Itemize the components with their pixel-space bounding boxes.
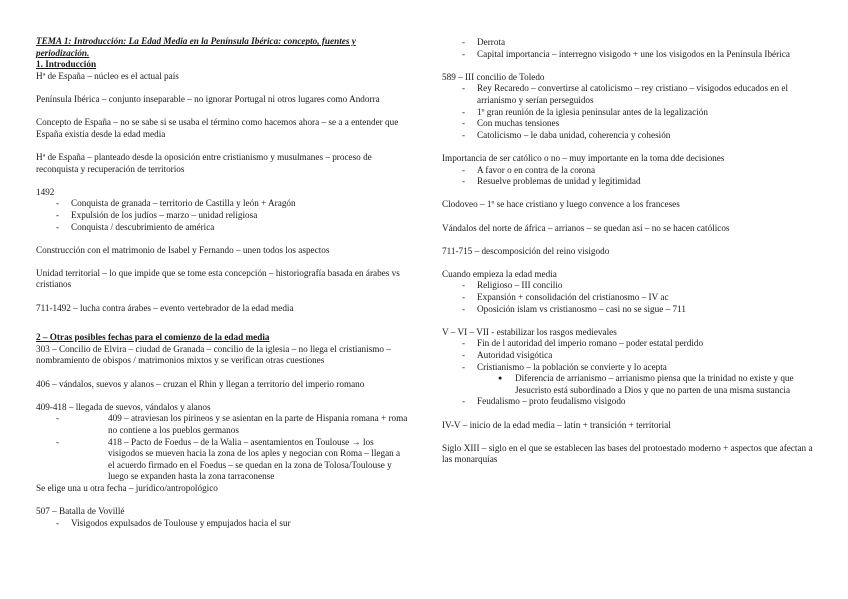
list-1492: [36, 198, 408, 233]
list-item: - Expansión + consolidación del cristianosmo – IV ac: [442, 292, 814, 304]
left-column: [36, 36, 408, 529]
list-item: - 409 – atraviesan los pirineos y se asientan en la parte de Hispania romana + roma no contiene a los pueblos germanos: [36, 413, 408, 436]
paragraph: Construcción con el matrimonio de Isabel y Fernando – unen todos los aspectos: [36, 244, 330, 255]
paragraph: Hª de España – planteado desde la oposición entre cristianismo y musulmanes – proceso de reconquista y recuperación de territorios: [36, 151, 372, 174]
paragraph: Cuando empieza la edad media: [442, 268, 557, 279]
list-item: - Conquista de granada – territorio de Castilla y león + Aragón: [36, 198, 408, 210]
list-top: [442, 37, 814, 60]
list-item: - Oposición islam vs cristianosmo – casi no se sigue – 711: [442, 304, 814, 316]
list-item: - Feudalismo – proto feudalismo visigodo: [442, 396, 814, 408]
paragraph: Clodoveo – 1º se hace cristiano y luego convence a los franceses: [442, 199, 680, 210]
list-item: - Rey Recaredo – convertirse al catolicismo – rey cristiano – visigodos educados en el arrianismo y serían perseguidos: [442, 83, 814, 106]
section-1-heading: 1. Introducción: [36, 59, 97, 70]
right-column: [442, 37, 814, 466]
section-2-heading: 2 – Otras posibles fechas para el comienzo de la edad media: [36, 332, 270, 343]
list-item: - Con muchas tensiones: [442, 118, 814, 130]
paragraph: 507 – Batalla de Vovillé: [36, 506, 125, 517]
list-vvi: [442, 338, 814, 408]
paragraph: V – VI – VII - estabilizar los rasgos medievales: [442, 326, 617, 337]
list-item: - Expulsión de los judíos – marzo – unidad religiosa: [36, 210, 408, 222]
paragraph: 409-418 – llegada de suevos, vándalos y alanos: [36, 401, 211, 412]
paragraph: 711-1492 – lucha contra árabes – evento vertebrador de la edad media: [36, 302, 294, 313]
paragraph: IV-V – inicio de la edad media – latín + transición + territorial: [442, 419, 671, 430]
list-item: - Capital importancia – interregno visigodo + une los visigodos en la Península Ibérica: [442, 49, 814, 61]
list-item: - Cristianismo – la población se convierte y lo acepta: [442, 362, 814, 374]
list-cuando: [442, 280, 814, 315]
list-589: [442, 83, 814, 141]
paragraph: Siglo XIII – siglo en el que se establecen las bases del protoestado moderno + aspectos que afectan a las monarquías: [442, 442, 813, 465]
paragraph: 406 – vándalos, suevos y alanos – cruzan el Rhin y llegan a territorio del imperio romano: [36, 378, 365, 389]
paragraph: Concepto de España – no se sabe si se usaba el término como hacemos ahora – se a a entender que España existía desde la edad media: [36, 117, 399, 139]
paragraph: Vándalos del norte de áfrica – arrianos – se quedan así – no se hacen católicos: [442, 222, 730, 233]
list-item: - Religioso – III concilio: [442, 280, 814, 292]
bullet-item: ● Diferencia de arrianismo – arrianismo piensa que la trinidad no existe y que Jesucristo está subordinado a Dios y que no parten de una misma sustancia: [442, 373, 814, 396]
list-item: - 1º gran reunión de la iglesia peninsular antes de la legalización: [442, 107, 814, 119]
document-title: TEMA 1: Introducción: La Edad Media en la Península Ibérica: concepto, fuentes y periodización.: [36, 36, 356, 58]
paragraph: Hª de España – núcleo es el actual país: [36, 70, 179, 81]
paragraph: 711-715 – descomposición del reino visigodo: [442, 245, 610, 256]
paragraph: 303 – Concilio de Elvira – ciudad de Granada – concilio de la iglesia – no llega el cristianismo – nombramiento de obispos / matrimonios mixtos y se verifican otras cuestiones: [36, 343, 391, 366]
year-1492: 1492: [36, 186, 55, 197]
paragraph: Se elige una u otra fecha – jurídico/antropológico: [36, 482, 218, 493]
list-item: - Fin de l autoridad del imperio romano – poder estatal perdido: [442, 338, 814, 350]
list-item: - A favor o en contra de la corona: [442, 165, 814, 177]
paragraph: Importancia de ser católico o no – muy importante en la toma dde decisiones: [442, 152, 725, 163]
list-importancia: [442, 165, 814, 188]
list-item: - Visigodos expulsados de Toulouse y empujados hacia el sur: [36, 518, 408, 530]
paragraph: Península Ibérica – conjunto inseparable – no ignorar Portugal ni otros lugares como Andorra: [36, 93, 380, 104]
list-item: - Autoridad visigótica: [442, 350, 814, 362]
list-409: [36, 413, 408, 483]
list-item: - Conquista / descubrimiento de américa: [36, 222, 408, 234]
list-507: [36, 518, 408, 530]
list-item: - Derrota: [442, 37, 814, 49]
paragraph: 589 – III concilio de Toledo: [442, 71, 545, 82]
list-item: - Catolicismo – le daba unidad, coherencia y cohesión: [442, 130, 814, 142]
paragraph: Unidad territorial – lo que impide que se tome esta concepción – historiografía basada en árabes vs cristianos: [36, 267, 400, 290]
list-item: - 418 – Pacto de Foedus – de la Walia – asentamientos en Toulouse → los visigodos se mueven hacia la zona de los aples y negocian con Roma – llegan a el acuerdo firmado en el Foedus – se quedan en la zona de Tolosa/Toulouse y luego se expanden hasta la zona tarraconense: [36, 437, 408, 483]
list-item: - Resuelve problemas de unidad y legitimidad: [442, 176, 814, 188]
